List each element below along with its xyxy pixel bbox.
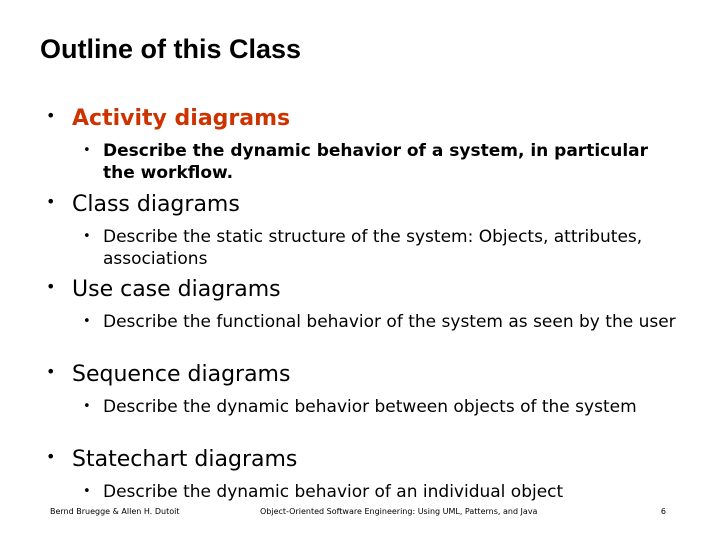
outline-subitem <box>32 226 682 270</box>
footer-book-title: Object-Oriented Software Engineering: Using UML, Patterns, and Java <box>260 507 538 516</box>
outline-item-label: Class diagrams <box>72 192 240 217</box>
sub-bullet-icon: • <box>83 143 91 158</box>
outline-subitem <box>32 311 682 333</box>
bullet-icon: • <box>46 447 56 466</box>
outline-subitem <box>32 396 682 418</box>
outline-item-activity-diagrams <box>32 106 682 184</box>
outline-item-sequence-diagrams <box>32 362 682 418</box>
outline-item-label: Sequence diagrams <box>72 362 291 387</box>
outline-item-label: Activity diagrams <box>72 106 291 131</box>
outline-item-label: Statechart diagrams <box>72 447 298 472</box>
outline-item-use-case-diagrams <box>32 277 682 333</box>
outline-item-class-diagrams <box>32 192 682 270</box>
sub-bullet-icon: • <box>83 229 91 244</box>
sub-bullet-icon: • <box>83 399 91 414</box>
bullet-icon: • <box>46 362 56 381</box>
bullet-icon: • <box>46 106 56 125</box>
bullet-icon: • <box>46 192 56 211</box>
outline-item-description: Describe the dynamic behavior of an individual object <box>103 482 564 502</box>
sub-bullet-icon: • <box>83 314 91 329</box>
footer-authors: Bernd Bruegge & Allen H. Dutoit <box>50 507 180 516</box>
outline-item-description: Describe the functional behavior of the system as seen by the user <box>103 312 676 332</box>
outline-item-description: Describe the dynamic behavior of a system, in particular the workflow. <box>103 141 649 183</box>
slide-title: Outline of this Class <box>40 34 302 64</box>
bullet-icon: • <box>46 277 56 296</box>
sub-bullet-icon: • <box>83 484 91 499</box>
outline-item-description: Describe the static structure of the system: Objects, attributes, associations <box>103 227 643 269</box>
outline-item-description: Describe the dynamic behavior between objects of the system <box>103 397 637 417</box>
outline-item-label: Use case diagrams <box>72 277 281 302</box>
outline-subitem <box>32 481 682 503</box>
footer-page-number: 6 <box>660 507 666 516</box>
outline-subitem <box>32 140 682 184</box>
outline-item-statechart-diagrams <box>32 447 682 503</box>
